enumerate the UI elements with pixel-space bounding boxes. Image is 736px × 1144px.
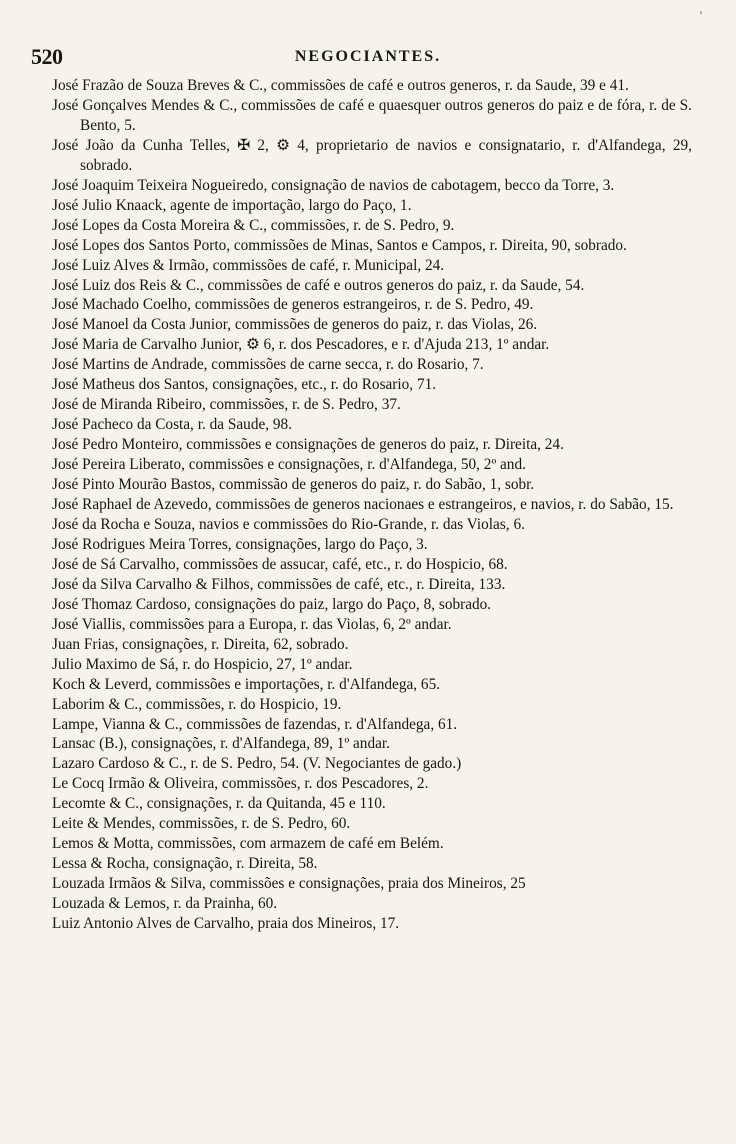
running-title: NEGOCIANTES.	[294, 48, 442, 65]
merchant-entry: José Martins de Andrade, commissões de carne secca, r. do Rosario, 7.	[52, 356, 484, 374]
merchant-entry: José Lopes da Costa Moreira & C., commissões, r. de S. Pedro, 9.	[52, 216, 455, 234]
merchant-entry: José Joaquim Teixeira Nogueiredo, consignação de navios de cabotagem, becco da Torre, 3.	[52, 176, 615, 194]
merchant-entry: José Thomaz Cardoso, consignações do paiz, largo do Paço, 8, sobrado.	[52, 595, 492, 613]
merchant-entry: Lemos & Motta, commissões, com armazem de café em Belém.	[52, 835, 444, 853]
merchant-entry: Lansac (B.), consignações, r. d'Alfandega, 89, 1º andar.	[52, 735, 390, 753]
page-header	[0, 44, 736, 72]
page-number: 520	[31, 44, 63, 69]
merchant-entry: José Luiz Alves & Irmão, commissões de café, r. Municipal, 24.	[52, 256, 445, 274]
corner-mark: '	[699, 8, 702, 22]
merchant-entry: Louzada Irmãos & Silva, commissões e consignações, praia dos Mineiros, 25	[52, 875, 526, 893]
merchant-entry: Juan Frias, consignações, r. Direita, 62, sobrado.	[52, 635, 349, 653]
merchant-entry: José Rodrigues Meira Torres, consignações, largo do Paço, 3.	[52, 535, 428, 553]
merchant-entry: José Viallis, commissões para a Europa, r. das Violas, 6, 2º andar.	[52, 615, 452, 633]
merchant-entry: Le Cocq Irmão & Oliveira, commissões, r. dos Pescadores, 2.	[52, 775, 429, 793]
merchant-entry: Luiz Antonio Alves de Carvalho, praia dos Mineiros, 17.	[52, 915, 400, 933]
merchant-entry: José Raphael de Azevedo, commissões de generos nacionaes e estrangeiros, e navios, r. do Sabão, 15.	[52, 496, 674, 514]
merchant-entry: José Lopes dos Santos Porto, commissões de Minas, Santos e Campos, r. Direita, 90, sobrado.	[52, 236, 627, 254]
merchant-entry: José Pedro Monteiro, commissões e consignações de generos do paiz, r. Direita, 24.	[52, 436, 564, 454]
merchant-entry: José Julio Knaack, agente de importação, largo do Paço, 1.	[52, 196, 412, 214]
merchant-entry: José de Miranda Ribeiro, commissões, r. de S. Pedro, 37.	[52, 396, 401, 414]
merchant-entry: Leite & Mendes, commissões, r. de S. Pedro, 60.	[52, 815, 351, 833]
merchant-entry: José Gonçalves Mendes & C., commissões de café e quaesquer outros generos do paiz e de fóra, r. de S. Bento, 5.	[52, 96, 692, 134]
merchant-entry: José Matheus dos Santos, consignações, etc., r. do Rosario, 71.	[52, 376, 437, 394]
merchant-entry: José Frazão de Souza Breves & C., commissões de café e outros generos, r. da Saude, 39 e 41.	[52, 77, 629, 94]
merchant-list	[52, 76, 692, 934]
merchant-entry: Laborim & C., commissões, r. do Hospicio, 19.	[52, 695, 342, 713]
merchant-entry: José da Silva Carvalho & Filhos, commissões de café, etc., r. Direita, 133.	[52, 575, 506, 593]
merchant-entry: José da Rocha e Souza, navios e commissões do Rio-Grande, r. das Violas, 6.	[52, 515, 525, 533]
merchant-entry: Lessa & Rocha, consignação, r. Direita, 58.	[52, 855, 318, 873]
merchant-entry: Koch & Leverd, commissões e importações, r. d'Alfandega, 65.	[52, 675, 441, 693]
merchant-entry: José Pacheco da Costa, r. da Saude, 98.	[52, 416, 293, 434]
merchant-entry: Lazaro Cardoso & C., r. de S. Pedro, 54. (V. Negociantes de gado.)	[52, 755, 462, 773]
merchant-entry: José Machado Coelho, commissões de generos estrangeiros, r. de S. Pedro, 49.	[52, 296, 534, 314]
merchant-entry: José João da Cunha Telles, ✠ 2, ⚙ 4, proprietario de navios e consignatario, r. d'Alfandega, 29, sobrado.	[52, 136, 692, 174]
merchant-entry: José Pereira Liberato, commissões e consignações, r. d'Alfandega, 50, 2º and.	[52, 456, 526, 474]
merchant-entry: Lecomte & C., consignações, r. da Quitanda, 45 e 110.	[52, 795, 386, 813]
merchant-entry: José Maria de Carvalho Junior, ⚙ 6, r. dos Pescadores, e r. d'Ajuda 213, 1º andar.	[52, 336, 550, 354]
merchant-entry: José Luiz dos Reis & C., commissões de café e outros generos do paiz, r. da Saude, 54.	[52, 276, 585, 294]
merchant-entry: Louzada & Lemos, r. da Prainha, 60.	[52, 895, 278, 913]
merchant-entry: José de Sá Carvalho, commissões de assucar, café, etc., r. do Hospicio, 68.	[52, 555, 508, 573]
merchant-entry: José Manoel da Costa Junior, commissões de generos do paiz, r. das Violas, 26.	[52, 316, 538, 334]
merchant-entry: Lampe, Vianna & C., commissões de fazendas, r. d'Alfandega, 61.	[52, 715, 458, 733]
merchant-entry: Julio Maximo de Sá, r. do Hospicio, 27, 1º andar.	[52, 655, 353, 673]
merchant-entry: José Pinto Mourão Bastos, commissão de generos do paiz, r. do Sabão, 1, sobr.	[52, 476, 535, 494]
